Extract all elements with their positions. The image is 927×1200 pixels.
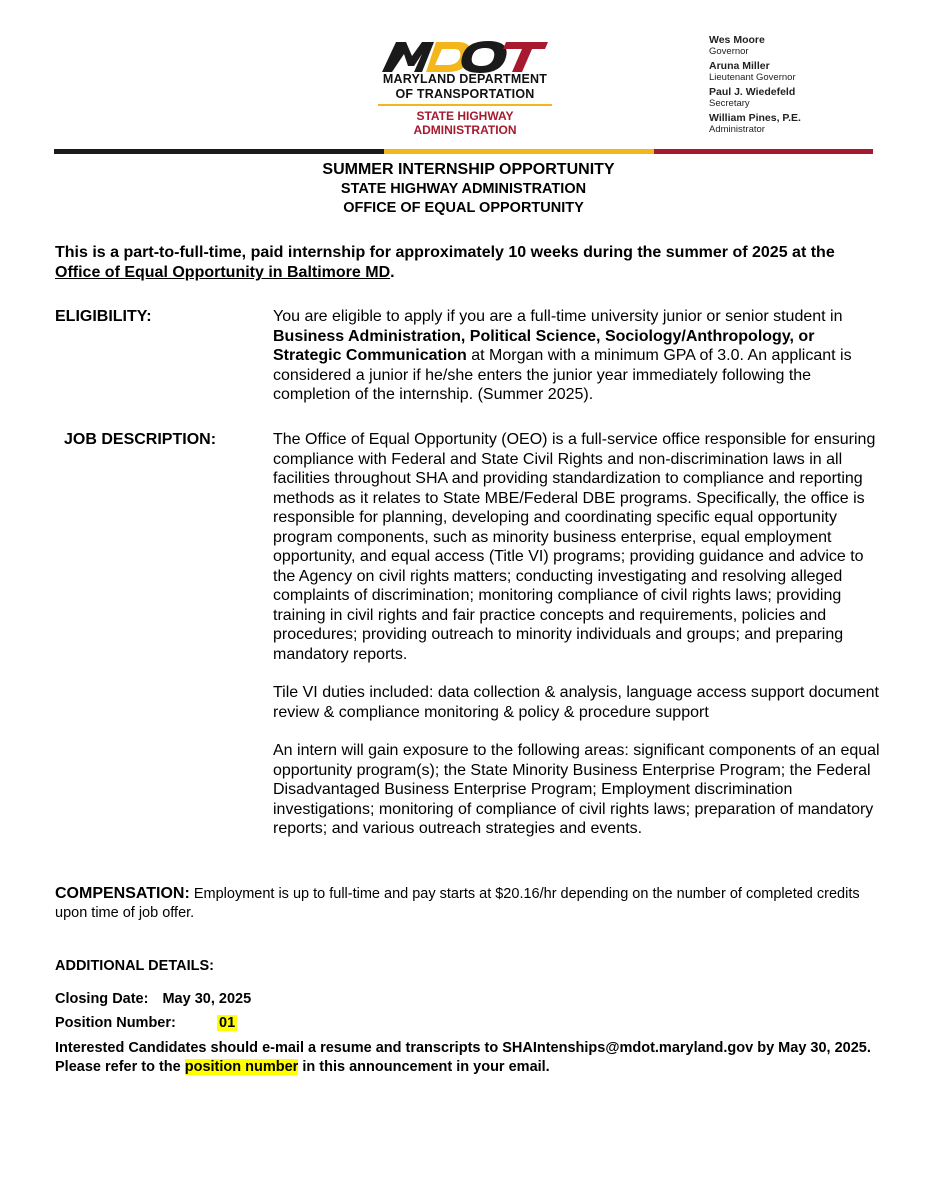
official-name: Paul J. Wiedefeld [709,86,796,98]
official-title: Administrator [709,124,765,135]
intro-paragraph [55,243,875,283]
compensation-label: COMPENSATION: [55,885,190,902]
official-title: Secretary [709,98,750,109]
office-location-link: Office of Equal Opportunity in Baltimore MD [55,264,391,281]
closing-date-label: Closing Date: [55,991,149,1007]
official-name: Wes Moore [709,34,765,46]
position-number-label: Position Number: [55,1015,176,1031]
job-description-label: JOB DESCRIPTION: [64,431,217,448]
job-description-para1: The Office of Equal Opportunity (OEO) is a full-service office responsible for ensuring compliance with Federal and State Civil Rights and non-discrimination laws in all facilities throughout SHA and providing standardization to compliance and reporting methods as it relates to State MBE/Federal DBE programs. Specifically, the office is responsible for planning, developing and coordinating specific equal opportunity program components, such as minority business enterprise, equal employment opportunity, and equal access (Title VI) programs; providing guidance and advice to the Agency on civil rights matters; conducting investigating and resolving alleged complaints of discrimination; monitoring compliance of civil rights laws; providing training in civil rights and fair practice concepts and requirements, policies and procedures; providing outreach to minority individuals and groups; and preparing mandatory reports. [273,431,876,663]
stripe-red [654,149,873,154]
instructions-text-end: in this announcement in your email. [298,1059,550,1075]
position-number-highlight: position number [184,1059,299,1075]
job-description-body [273,430,885,839]
official-name: Aruna Miller [709,60,770,72]
official-entry [709,34,889,57]
logo-divider [378,104,552,106]
position-number-value: 01 [219,1015,236,1031]
eligibility-text [273,307,885,405]
additional-details-label: ADDITIONAL DETAILS: [55,958,214,974]
logo-text-line1: MARYLAND DEPARTMENT [382,72,548,86]
official-entry [709,112,889,135]
logo-text-line3: STATE HIGHWAY [416,109,514,123]
closing-date-value: May 30, 2025 [162,991,252,1007]
closing-date-row [55,991,251,1007]
intro-text-end: . [390,264,395,281]
official-entry [709,86,889,109]
eligibility-text-part1: You are eligible to apply if you are a full-time university junior or senior student in [273,308,843,325]
official-name: William Pines, P.E. [709,112,801,124]
eligibility-text-part2: at Morgan with a minimum GPA of 3.0. An applicant is considered a junior if he/she enters the junior year immediately following the completion of the internship. (Summer 2025). [273,347,852,403]
mdot-sha-logo [370,38,608,138]
eligibility-label: ELIGIBILITY: [55,308,152,325]
document-titles [0,160,927,218]
instructions-text: Interested Candidates should e-mail a resume and transcripts to SHAIntenships@mdot.maryland.gov by May 30, 2025. Please refer to the [55,1040,871,1075]
official-title: Governor [709,46,749,57]
title-line1: SUMMER INTERNSHIP OPPORTUNITY [322,161,615,178]
job-description-para3: An intern will gain exposure to the following areas: significant components of an equal opportunity program(s); the State Minority Business Enterprise Program; the Federal Disadvantaged Business Enterprise Program; Employment discrimination investigations; monitoring of compliance of civil rights laws; preparation of mandatory reports; and various outreach strategies and events. [273,742,880,837]
intro-text: This is a part-to-full-time, paid internship for approximately 10 weeks during the summer of 2025 at the [55,244,835,261]
application-instructions [55,1039,885,1077]
logo-text-line4: ADMINISTRATION [413,123,517,137]
official-title: Lieutenant Governor [709,72,796,83]
logo-text-line2: OF TRANSPORTATION [395,87,535,101]
title-line3: OFFICE OF EQUAL OPPORTUNITY [343,200,584,216]
job-description-para2: Tile VI duties included: data collection & analysis, language access support document review & compliance monitoring & policy & procedure support [273,684,879,721]
position-number-row [55,1015,236,1031]
compensation-section [55,884,885,923]
mdot-wordmark-logo [370,38,608,74]
header-color-stripe [54,149,873,154]
compensation-text: Employment is up to full-time and pay starts at $20.16/hr depending on the number of completed credits upon time of job offer. [55,886,860,921]
stripe-black [54,149,384,154]
stripe-gold [384,149,654,154]
title-line2: STATE HIGHWAY ADMINISTRATION [340,181,587,197]
officials-list [709,34,889,138]
eligibility-majors: Business Administration, Political Science, Sociology/Anthropology, or Strategic Communication [273,327,815,364]
logo-wordmark-text: MDOT [560,55,608,72]
official-entry [709,60,889,83]
